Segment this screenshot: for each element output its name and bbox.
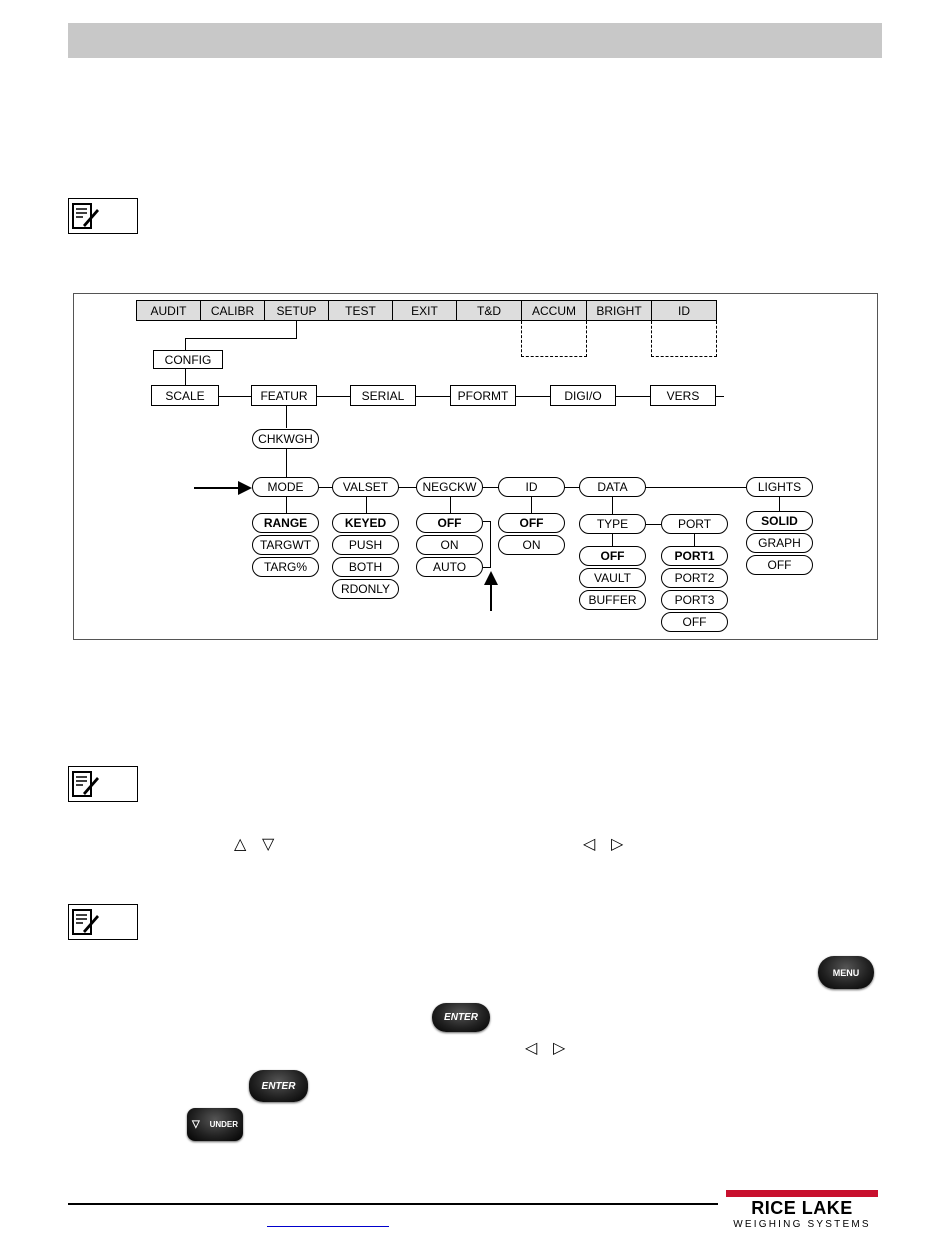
config-scale: SCALE: [151, 385, 219, 406]
connector: [286, 497, 287, 513]
port-option-port2: PORT2: [661, 568, 728, 588]
connector: [612, 497, 613, 514]
data-port: PORT: [661, 514, 728, 534]
port-option-port3: PORT3: [661, 590, 728, 610]
param-negckw: NEGCKW: [416, 477, 483, 497]
tab-audit: AUDIT: [136, 300, 201, 321]
footer-rule: [68, 1203, 718, 1205]
up-arrow-icon: △: [234, 836, 247, 853]
left-arrow-icon: ◁: [583, 836, 596, 853]
param-id: ID: [498, 477, 565, 497]
type-option-off: OFF: [579, 546, 646, 566]
id-option-off: OFF: [498, 513, 565, 533]
connector: [185, 369, 186, 385]
param-lights: LIGHTS: [746, 477, 813, 497]
connector: [296, 321, 297, 339]
down-arrow-icon: ▽: [262, 836, 275, 853]
tab-setup: SETUP: [264, 300, 329, 321]
config-vers: VERS: [650, 385, 716, 406]
bracket: [483, 567, 491, 568]
type-option-vault: VAULT: [579, 568, 646, 588]
tab-td: T&D: [456, 300, 522, 321]
lights-option-off: OFF: [746, 555, 813, 575]
enter-button-icon: [249, 1070, 308, 1102]
connector: [366, 497, 367, 513]
footer-link-underline: [267, 1226, 389, 1227]
under-button-icon: [187, 1108, 243, 1141]
menu-structure-diagram: [73, 293, 878, 640]
param-data: DATA: [579, 477, 646, 497]
tab-accum: ACCUM: [521, 300, 587, 321]
negckw-option-on: ON: [416, 535, 483, 555]
connector: [612, 534, 613, 546]
connector: [450, 497, 451, 513]
port-option-off: OFF: [661, 612, 728, 632]
id-option-on: ON: [498, 535, 565, 555]
note-icon: [68, 904, 138, 940]
menu-button-label: MENU: [832, 967, 860, 978]
svg-text:WEIGHING SYSTEMS: WEIGHING SYSTEMS: [733, 1219, 871, 1230]
port-option-port1: PORT1: [661, 546, 728, 566]
tab-calibr: CALIBR: [200, 300, 265, 321]
under-button-label: UNDER: [209, 1120, 239, 1129]
pointer-arrow-head: [238, 481, 252, 495]
tab-bright: BRIGHT: [586, 300, 652, 321]
tab-test: TEST: [328, 300, 393, 321]
tab-id: ID: [651, 300, 717, 321]
config-featur: FEATUR: [251, 385, 317, 406]
id-dashed-extension: [651, 321, 717, 357]
mode-option-targpct: TARG%: [252, 557, 319, 577]
connector: [646, 524, 661, 525]
enter-button-label: ENTER: [444, 1012, 478, 1023]
left-arrow-icon: ◁: [525, 1040, 538, 1057]
pointer-arrow-head: [484, 571, 498, 585]
valset-option-rdonly: RDONLY: [332, 579, 399, 599]
config-box: CONFIG: [153, 350, 223, 369]
pointer-arrow-shaft: [194, 487, 242, 489]
valset-option-both: BOTH: [332, 557, 399, 577]
rice-lake-logo: [724, 1190, 880, 1230]
lights-option-solid: SOLID: [746, 511, 813, 531]
connector: [286, 406, 287, 428]
right-arrow-icon: ▷: [553, 1040, 566, 1057]
param-valset: VALSET: [332, 477, 399, 497]
connector: [185, 338, 186, 350]
valset-option-keyed: KEYED: [332, 513, 399, 533]
lights-option-graph: GRAPH: [746, 533, 813, 553]
connector: [531, 497, 532, 513]
config-pformt: PFORMT: [450, 385, 516, 406]
enter-button-icon: [432, 1003, 490, 1032]
note-icon: [68, 198, 138, 234]
tab-exit: EXIT: [392, 300, 457, 321]
valset-option-push: PUSH: [332, 535, 399, 555]
bracket: [490, 521, 491, 567]
note-icon: [68, 766, 138, 802]
param-mode: MODE: [252, 477, 319, 497]
config-serial: SERIAL: [350, 385, 416, 406]
mode-option-range: RANGE: [252, 513, 319, 533]
negckw-option-off: OFF: [416, 513, 483, 533]
header-bar: [68, 23, 882, 58]
negckw-option-auto: AUTO: [416, 557, 483, 577]
data-type: TYPE: [579, 514, 646, 534]
enter-button-label: ENTER: [261, 1080, 296, 1092]
menu-button-icon: [818, 956, 874, 989]
connector: [779, 497, 780, 511]
chkwgh-node: CHKWGH: [252, 429, 319, 449]
right-arrow-icon: ▷: [611, 836, 624, 853]
connector: [694, 534, 695, 546]
accum-dashed-extension: [521, 321, 587, 357]
config-digio: DIGI/O: [550, 385, 616, 406]
down-arrow-icon: ▽: [191, 1119, 200, 1130]
connector: [185, 338, 297, 339]
mode-option-targwt: TARGWT: [252, 535, 319, 555]
type-option-buffer: BUFFER: [579, 590, 646, 610]
svg-text:RICE LAKE: RICE LAKE: [751, 1198, 853, 1218]
connector: [286, 449, 287, 477]
